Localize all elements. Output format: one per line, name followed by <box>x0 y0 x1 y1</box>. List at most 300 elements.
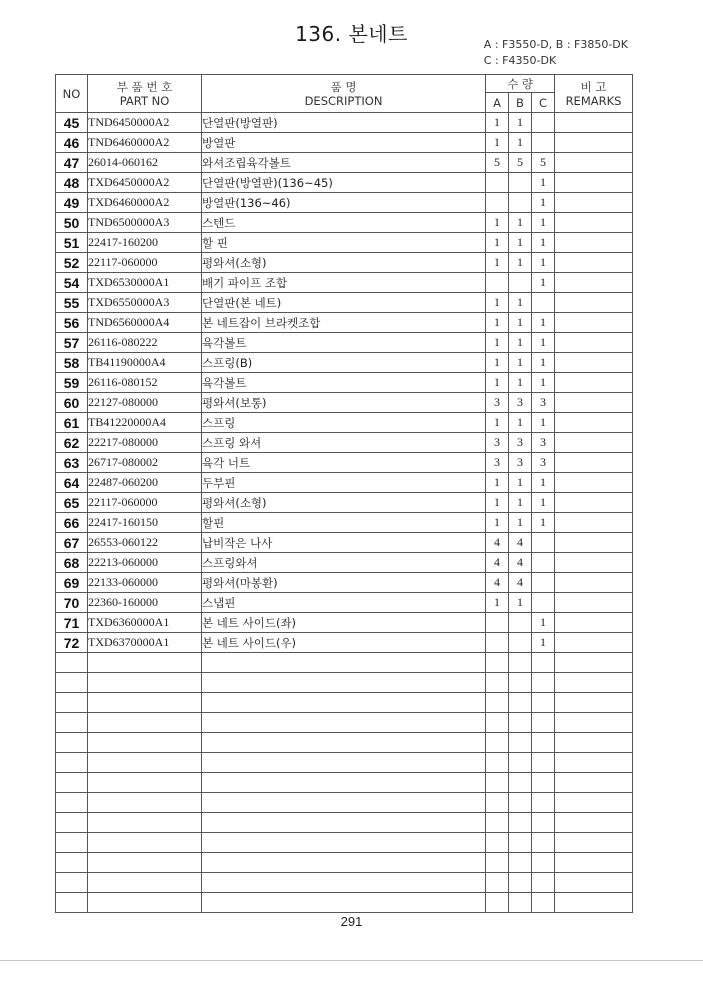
cell-b <box>509 173 532 193</box>
parts-table-body <box>56 113 633 913</box>
empty-cell <box>486 813 509 833</box>
empty-cell <box>532 833 555 853</box>
cell-b: 1 <box>509 413 532 433</box>
parts-table-header <box>56 75 633 113</box>
cell-desc: 스냅핀 <box>202 593 486 613</box>
cell-b: 4 <box>509 573 532 593</box>
table-row <box>56 533 633 553</box>
cell-no: 55 <box>56 293 88 313</box>
cell-b <box>509 273 532 293</box>
header-remarks-kr: 비 고 <box>580 79 607 94</box>
cell-b: 1 <box>509 593 532 613</box>
cell-c: 1 <box>532 493 555 513</box>
cell-part: TXD6530000A1 <box>88 273 202 293</box>
cell-part: 26116-080222 <box>88 333 202 353</box>
cell-a: 4 <box>486 553 509 573</box>
cell-b: 1 <box>509 333 532 353</box>
table-row <box>56 613 633 633</box>
empty-cell <box>486 673 509 693</box>
cell-part: TB41220000A4 <box>88 413 202 433</box>
empty-row <box>56 853 633 873</box>
empty-cell <box>486 833 509 853</box>
cell-a <box>486 273 509 293</box>
empty-cell <box>532 713 555 733</box>
empty-cell <box>509 693 532 713</box>
cell-desc: 단열판(본 네트) <box>202 293 486 313</box>
cell-part: TND6500000A3 <box>88 213 202 233</box>
cell-remarks <box>555 513 633 533</box>
header-qty-b: B <box>509 93 532 113</box>
cell-no: 65 <box>56 493 88 513</box>
empty-row <box>56 893 633 913</box>
cell-desc: 평와셔(마봉환) <box>202 573 486 593</box>
empty-cell <box>56 693 88 713</box>
cell-no: 54 <box>56 273 88 293</box>
cell-c: 1 <box>532 473 555 493</box>
empty-cell <box>202 753 486 773</box>
empty-cell <box>202 813 486 833</box>
empty-cell <box>509 733 532 753</box>
cell-remarks <box>555 473 633 493</box>
empty-cell <box>202 793 486 813</box>
table-row <box>56 273 633 293</box>
cell-remarks <box>555 173 633 193</box>
empty-row <box>56 673 633 693</box>
cell-a: 1 <box>486 293 509 313</box>
cell-part: TXD6450000A2 <box>88 173 202 193</box>
cell-desc: 단열판(방열판)(136~45) <box>202 173 486 193</box>
cell-c <box>532 593 555 613</box>
cell-no: 61 <box>56 413 88 433</box>
cell-remarks <box>555 393 633 413</box>
cell-remarks <box>555 133 633 153</box>
cell-b: 3 <box>509 433 532 453</box>
cell-no: 48 <box>56 173 88 193</box>
table-row <box>56 553 633 573</box>
cell-desc: 두부핀 <box>202 473 486 493</box>
cell-c: 1 <box>532 253 555 273</box>
empty-cell <box>88 753 202 773</box>
cell-c: 3 <box>532 453 555 473</box>
table-row <box>56 293 633 313</box>
cell-c <box>532 533 555 553</box>
empty-cell <box>56 673 88 693</box>
cell-no: 51 <box>56 233 88 253</box>
cell-desc: 스프링와셔 <box>202 553 486 573</box>
cell-no: 52 <box>56 253 88 273</box>
cell-c <box>532 133 555 153</box>
empty-cell <box>532 893 555 913</box>
header-part-no-en: PART NO <box>119 93 170 108</box>
cell-part: 22360-160000 <box>88 593 202 613</box>
empty-cell <box>509 873 532 893</box>
empty-cell <box>555 753 633 773</box>
cell-a: 1 <box>486 353 509 373</box>
cell-no: 66 <box>56 513 88 533</box>
cell-b: 1 <box>509 213 532 233</box>
empty-cell <box>509 773 532 793</box>
model-legend-line2: C : F4350-DK <box>483 54 557 67</box>
empty-cell <box>202 653 486 673</box>
empty-cell <box>486 773 509 793</box>
empty-cell <box>532 793 555 813</box>
empty-cell <box>532 693 555 713</box>
cell-desc: 방열판(136~46) <box>202 193 486 213</box>
cell-b: 5 <box>509 153 532 173</box>
cell-part: TXD6460000A2 <box>88 193 202 213</box>
table-row <box>56 353 633 373</box>
cell-c: 1 <box>532 373 555 393</box>
cell-remarks <box>555 233 633 253</box>
cell-remarks <box>555 573 633 593</box>
cell-remarks <box>555 413 633 433</box>
header-quantity: 수 량 <box>486 75 555 93</box>
cell-c: 5 <box>532 153 555 173</box>
cell-part: TXD6550000A3 <box>88 293 202 313</box>
cell-b: 4 <box>509 533 532 553</box>
cell-a <box>486 613 509 633</box>
cell-b: 3 <box>509 393 532 413</box>
cell-desc: 스프링 <box>202 413 486 433</box>
header-part-no-kr: 부 품 번 호 <box>116 79 173 94</box>
cell-part: 22127-080000 <box>88 393 202 413</box>
empty-cell <box>56 833 88 853</box>
cell-remarks <box>555 253 633 273</box>
cell-no: 57 <box>56 333 88 353</box>
cell-a <box>486 173 509 193</box>
cell-b: 1 <box>509 133 532 153</box>
cell-c: 1 <box>532 333 555 353</box>
cell-c: 1 <box>532 613 555 633</box>
cell-remarks <box>555 313 633 333</box>
empty-cell <box>486 893 509 913</box>
cell-no: 68 <box>56 553 88 573</box>
cell-part: 22213-060000 <box>88 553 202 573</box>
cell-desc: 스텐드 <box>202 213 486 233</box>
page-number: 291 <box>340 914 363 929</box>
table-row <box>56 193 633 213</box>
cell-part: 26116-080152 <box>88 373 202 393</box>
cell-no: 72 <box>56 633 88 653</box>
cell-a: 4 <box>486 573 509 593</box>
cell-c: 1 <box>532 513 555 533</box>
cell-a: 3 <box>486 393 509 413</box>
header-part-no <box>88 75 202 113</box>
cell-b: 1 <box>509 253 532 273</box>
cell-part: 22117-060000 <box>88 493 202 513</box>
table-row <box>56 473 633 493</box>
cell-no: 50 <box>56 213 88 233</box>
cell-c <box>532 113 555 133</box>
cell-c <box>532 293 555 313</box>
cell-no: 67 <box>56 533 88 553</box>
table-row <box>56 393 633 413</box>
empty-cell <box>486 853 509 873</box>
cell-c <box>532 553 555 573</box>
empty-cell <box>509 853 532 873</box>
table-row <box>56 593 633 613</box>
empty-cell <box>555 773 633 793</box>
cell-part: 26553-060122 <box>88 533 202 553</box>
empty-cell <box>509 793 532 813</box>
header-qty-a: A <box>486 93 509 113</box>
cell-a: 1 <box>486 593 509 613</box>
cell-remarks <box>555 633 633 653</box>
empty-cell <box>88 793 202 813</box>
cell-b: 3 <box>509 453 532 473</box>
empty-cell <box>532 853 555 873</box>
scan-edge-divider <box>0 960 703 961</box>
empty-cell <box>202 773 486 793</box>
table-row <box>56 213 633 233</box>
cell-part: TXD6370000A1 <box>88 633 202 653</box>
cell-no: 58 <box>56 353 88 373</box>
cell-a: 1 <box>486 413 509 433</box>
empty-row <box>56 793 633 813</box>
empty-cell <box>88 693 202 713</box>
cell-remarks <box>555 153 633 173</box>
table-row <box>56 633 633 653</box>
cell-no: 45 <box>56 113 88 133</box>
cell-remarks <box>555 533 633 553</box>
cell-desc: 할 핀 <box>202 233 486 253</box>
cell-c: 1 <box>532 173 555 193</box>
empty-cell <box>88 653 202 673</box>
empty-cell <box>509 673 532 693</box>
empty-cell <box>509 893 532 913</box>
cell-a: 1 <box>486 233 509 253</box>
empty-cell <box>56 873 88 893</box>
empty-cell <box>56 713 88 733</box>
table-row <box>56 133 633 153</box>
empty-cell <box>56 733 88 753</box>
empty-cell <box>555 653 633 673</box>
empty-cell <box>56 793 88 813</box>
cell-no: 70 <box>56 593 88 613</box>
cell-remarks <box>555 113 633 133</box>
empty-cell <box>88 813 202 833</box>
empty-cell <box>555 873 633 893</box>
header-description-kr: 품 명 <box>330 79 357 94</box>
table-row <box>56 153 633 173</box>
cell-remarks <box>555 353 633 373</box>
cell-part: 22133-060000 <box>88 573 202 593</box>
empty-cell <box>555 713 633 733</box>
cell-no: 64 <box>56 473 88 493</box>
cell-c: 1 <box>532 313 555 333</box>
cell-desc: 본 네트잡이 브라켓조합 <box>202 313 486 333</box>
empty-cell <box>555 793 633 813</box>
empty-cell <box>509 713 532 733</box>
empty-cell <box>202 693 486 713</box>
cell-desc: 할핀 <box>202 513 486 533</box>
empty-row <box>56 713 633 733</box>
empty-cell <box>532 653 555 673</box>
cell-b: 4 <box>509 553 532 573</box>
table-row <box>56 433 633 453</box>
cell-a: 1 <box>486 253 509 273</box>
empty-row <box>56 733 633 753</box>
cell-a: 4 <box>486 533 509 553</box>
cell-remarks <box>555 193 633 213</box>
cell-desc: 와셔조립육각볼트 <box>202 153 486 173</box>
model-legend-line1: A : F3550-D, B : F3850-DK <box>483 38 628 51</box>
empty-row <box>56 833 633 853</box>
cell-remarks <box>555 613 633 633</box>
cell-desc: 육각볼트 <box>202 333 486 353</box>
empty-cell <box>532 773 555 793</box>
empty-row <box>56 653 633 673</box>
header-qty-c: C <box>532 93 555 113</box>
cell-c: 1 <box>532 353 555 373</box>
cell-desc: 스프링 와셔 <box>202 433 486 453</box>
cell-a: 1 <box>486 473 509 493</box>
cell-no: 69 <box>56 573 88 593</box>
cell-b: 1 <box>509 493 532 513</box>
empty-cell <box>202 853 486 873</box>
cell-b: 1 <box>509 313 532 333</box>
cell-desc: 본 네트 사이드(좌) <box>202 613 486 633</box>
cell-remarks <box>555 293 633 313</box>
empty-cell <box>486 653 509 673</box>
empty-cell <box>88 833 202 853</box>
empty-cell <box>509 753 532 773</box>
cell-part: 22417-160150 <box>88 513 202 533</box>
cell-b: 1 <box>509 293 532 313</box>
cell-remarks <box>555 493 633 513</box>
cell-c: 1 <box>532 213 555 233</box>
empty-cell <box>56 893 88 913</box>
empty-cell <box>202 733 486 753</box>
cell-desc: 평와셔(보통) <box>202 393 486 413</box>
empty-cell <box>88 733 202 753</box>
cell-desc: 배기 파이프 조합 <box>202 273 486 293</box>
cell-remarks <box>555 593 633 613</box>
cell-remarks <box>555 433 633 453</box>
empty-cell <box>555 693 633 713</box>
empty-cell <box>555 833 633 853</box>
cell-b <box>509 633 532 653</box>
cell-c: 1 <box>532 633 555 653</box>
cell-no: 63 <box>56 453 88 473</box>
empty-cell <box>88 893 202 913</box>
cell-a <box>486 193 509 213</box>
cell-remarks <box>555 553 633 573</box>
cell-a: 3 <box>486 453 509 473</box>
empty-cell <box>486 873 509 893</box>
empty-cell <box>88 773 202 793</box>
cell-c: 1 <box>532 273 555 293</box>
cell-part: TB41190000A4 <box>88 353 202 373</box>
header-no: NO <box>56 75 88 113</box>
cell-part: TXD6360000A1 <box>88 613 202 633</box>
cell-part: 22217-080000 <box>88 433 202 453</box>
empty-cell <box>56 753 88 773</box>
empty-cell <box>486 693 509 713</box>
cell-c: 1 <box>532 413 555 433</box>
cell-a: 1 <box>486 133 509 153</box>
cell-no: 47 <box>56 153 88 173</box>
empty-cell <box>509 833 532 853</box>
header-remarks <box>555 75 633 113</box>
cell-b: 1 <box>509 513 532 533</box>
cell-desc: 단열판(방열판) <box>202 113 486 133</box>
cell-remarks <box>555 213 633 233</box>
table-row <box>56 373 633 393</box>
cell-a: 1 <box>486 373 509 393</box>
cell-part: 22487-060200 <box>88 473 202 493</box>
cell-no: 60 <box>56 393 88 413</box>
empty-cell <box>532 753 555 773</box>
page-title: 136. 본네트 <box>295 22 408 46</box>
table-row <box>56 173 633 193</box>
cell-b: 1 <box>509 233 532 253</box>
cell-a: 1 <box>486 493 509 513</box>
table-row <box>56 333 633 353</box>
empty-cell <box>486 753 509 773</box>
empty-cell <box>202 833 486 853</box>
cell-b <box>509 613 532 633</box>
empty-cell <box>532 813 555 833</box>
cell-a <box>486 633 509 653</box>
header-description-en: DESCRIPTION <box>304 93 383 108</box>
cell-a: 5 <box>486 153 509 173</box>
cell-b <box>509 193 532 213</box>
cell-b: 1 <box>509 373 532 393</box>
cell-desc: 스프링(B) <box>202 353 486 373</box>
cell-part: TND6460000A2 <box>88 133 202 153</box>
cell-desc: 본 네트 사이드(우) <box>202 633 486 653</box>
cell-no: 46 <box>56 133 88 153</box>
empty-cell <box>509 813 532 833</box>
model-legend <box>484 37 628 69</box>
table-row <box>56 233 633 253</box>
cell-desc: 육각 너트 <box>202 453 486 473</box>
empty-cell <box>532 733 555 753</box>
empty-cell <box>202 873 486 893</box>
cell-a: 1 <box>486 113 509 133</box>
cell-no: 49 <box>56 193 88 213</box>
cell-desc: 육각볼트 <box>202 373 486 393</box>
cell-no: 56 <box>56 313 88 333</box>
cell-a: 1 <box>486 333 509 353</box>
table-row <box>56 573 633 593</box>
cell-remarks <box>555 333 633 353</box>
cell-b: 1 <box>509 353 532 373</box>
cell-no: 59 <box>56 373 88 393</box>
empty-cell <box>532 873 555 893</box>
empty-cell <box>56 773 88 793</box>
cell-desc: 납비작은 나사 <box>202 533 486 553</box>
header-remarks-en: REMARKS <box>565 93 622 108</box>
empty-row <box>56 693 633 713</box>
cell-b: 1 <box>509 113 532 133</box>
cell-part: 26014-060162 <box>88 153 202 173</box>
cell-remarks <box>555 373 633 393</box>
empty-cell <box>532 673 555 693</box>
empty-row <box>56 873 633 893</box>
empty-cell <box>56 653 88 673</box>
cell-c: 3 <box>532 433 555 453</box>
cell-no: 71 <box>56 613 88 633</box>
cell-b: 1 <box>509 473 532 493</box>
cell-part: 22417-160200 <box>88 233 202 253</box>
empty-cell <box>486 733 509 753</box>
empty-cell <box>88 713 202 733</box>
table-row <box>56 513 633 533</box>
cell-c <box>532 573 555 593</box>
cell-remarks <box>555 273 633 293</box>
